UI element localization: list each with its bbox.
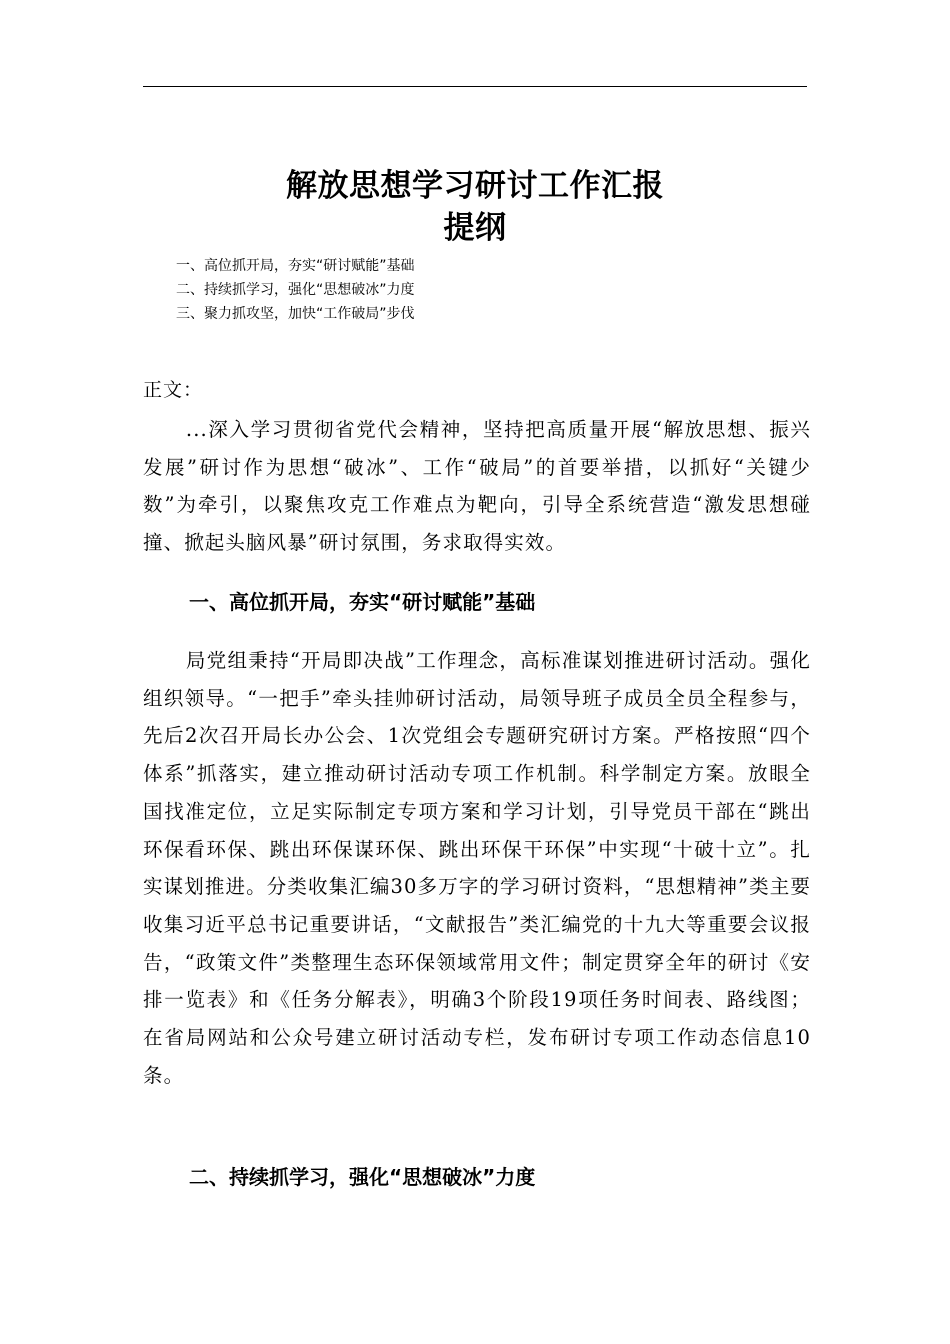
- section-1-heading: 一、高位抓开局，夯实“研讨赋能”基础: [189, 590, 536, 614]
- outline-item-1: 一、高位抓开局，夯实“研讨赋能”基础: [176, 258, 415, 274]
- section-2-heading: 二、持续抓学习，强化“思想破冰”力度: [189, 1165, 536, 1189]
- document-subtitle: 提纲: [443, 210, 507, 246]
- header-rule: [143, 86, 807, 87]
- outline-list: [176, 254, 415, 326]
- intro-paragraph: ...深入学习贯彻省党代会精神，坚持把高质量开展“解放思想、振兴发展”研讨作为思想“破冰”、工作“破局”的首要举措，以抓好“关键少数”为牵引，以聚焦攻克工作难点为靶向，引导全系统营造“激发思想碰撞、掀起头脑风暴”研讨氛围，务求取得实效。: [143, 418, 811, 555]
- section-1-paragraph: 局党组秉持“开局即决战”工作理念，高标准谋划推进研讨活动。强化组织领导。“一把手”牵头挂帅研讨活动，局领导班子成员全员全程参与，先后2次召开局长办公会、1次党组会专题研究研讨方案。严格按照“四个体系”抓落实，建立推动研讨活动专项工作机制。科学制定方案。放眼全国找准定位，立足实际制定专项方案和学习计划，引导党员干部在“跳出环保看环保、跳出环保谋环保、跳出环保干环保”中实现“十破十立”。扎实谋划推进。分类收集汇编30多万字的学习研讨资料，“思想精神”类主要收集习近平总书记重要讲话，“文献报告”类汇编党的十九大等重要会议报告，“政策文件”类整理生态环保领域常用文件；制定贯穿全年的研讨《安排一览表》和《任务分解表》，明确3个阶段19项任务时间表、路线图；在省局网站和公众号建立研讨活动专栏，发布研讨专项工作动态信息10条。: [143, 649, 811, 1087]
- outline-item-3: 三、聚力抓攻坚，加快“工作破局”步伐: [176, 306, 415, 322]
- document-title: 解放思想学习研讨工作汇报: [286, 168, 664, 204]
- outline-item-2: 二、持续抓学习，强化“思想破冰”力度: [176, 282, 415, 298]
- body-label: 正文：: [143, 379, 204, 401]
